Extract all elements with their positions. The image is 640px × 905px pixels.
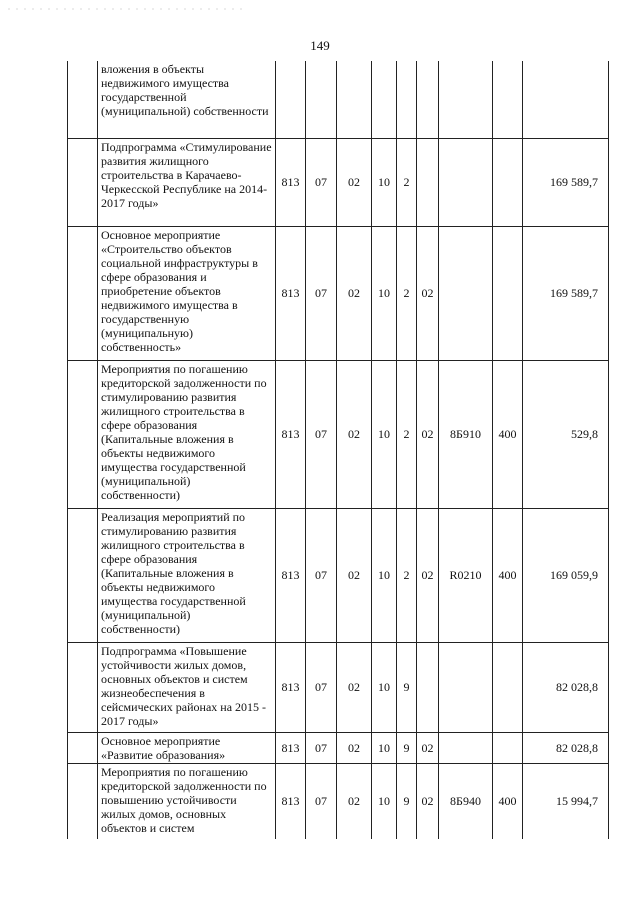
program-code: 10 (372, 226, 397, 360)
row-spacer-cell (68, 360, 98, 508)
direction-code (439, 138, 493, 226)
amount-value: 169 589,7 (523, 226, 609, 360)
subprogram-code: 2 (397, 360, 417, 508)
section-code: 07 (306, 138, 337, 226)
budget-table (67, 61, 609, 839)
subsection-code: 02 (337, 226, 372, 360)
table-row (68, 360, 609, 508)
program-code: 10 (372, 138, 397, 226)
subprogram-code: 2 (397, 138, 417, 226)
event-code: 02 (417, 508, 439, 642)
subprogram-code: 9 (397, 642, 417, 732)
subsection-code: 02 (337, 642, 372, 732)
amount-value: 169 589,7 (523, 138, 609, 226)
subsection-code: 02 (337, 360, 372, 508)
table-row (68, 642, 609, 732)
amount-value: 15 994,7 (523, 763, 609, 839)
expense-type-code: 400 (493, 360, 523, 508)
section-code (306, 61, 337, 138)
section-code: 07 (306, 226, 337, 360)
row-name: Подпрограмма «Стимулирование развития жилищного строительства в Карачаево-Черкесской Республике на 2014-2017 годы» (98, 138, 276, 226)
ministry-code (276, 61, 306, 138)
section-code: 07 (306, 763, 337, 839)
expense-type-code: 400 (493, 508, 523, 642)
event-code (417, 642, 439, 732)
scan-artifact (8, 6, 248, 12)
row-name: Подпрограмма «Повышение устойчивости жилых домов, основных объектов и систем жизнеобеспечения в сейсмических районах на 2015 - 2017 годы» (98, 642, 276, 732)
section-code: 07 (306, 508, 337, 642)
table-row (68, 763, 609, 839)
subsection-code: 02 (337, 732, 372, 763)
ministry-code: 813 (276, 360, 306, 508)
direction-code: 8Б910 (439, 360, 493, 508)
subprogram-code: 2 (397, 226, 417, 360)
amount-value: 82 028,8 (523, 732, 609, 763)
event-code (417, 138, 439, 226)
row-name: Основное мероприятие «Строительство объектов социальной инфраструктуры в сфере образования и приобретение объектов недвижимого имущества в государственную (муниципальную) собственность» (98, 226, 276, 360)
subsection-code (337, 61, 372, 138)
direction-code (439, 732, 493, 763)
program-code (372, 61, 397, 138)
program-code: 10 (372, 763, 397, 839)
subsection-code: 02 (337, 138, 372, 226)
direction-code (439, 642, 493, 732)
direction-code (439, 61, 493, 138)
ministry-code: 813 (276, 732, 306, 763)
ministry-code: 813 (276, 226, 306, 360)
table-row (68, 732, 609, 763)
direction-code: 8Б940 (439, 763, 493, 839)
section-code: 07 (306, 360, 337, 508)
table-row (68, 61, 609, 138)
subsection-code: 02 (337, 508, 372, 642)
row-spacer-cell (68, 138, 98, 226)
table-row (68, 508, 609, 642)
program-code: 10 (372, 642, 397, 732)
page-number: 149 (310, 38, 330, 53)
section-code: 07 (306, 732, 337, 763)
amount-value (523, 61, 609, 138)
event-code: 02 (417, 360, 439, 508)
section-code: 07 (306, 642, 337, 732)
event-code (417, 61, 439, 138)
event-code: 02 (417, 226, 439, 360)
subprogram-code: 9 (397, 732, 417, 763)
expense-type-code (493, 642, 523, 732)
row-spacer-cell (68, 642, 98, 732)
row-spacer-cell (68, 732, 98, 763)
amount-value: 82 028,8 (523, 642, 609, 732)
direction-code (439, 226, 493, 360)
event-code: 02 (417, 763, 439, 839)
program-code: 10 (372, 732, 397, 763)
row-name: Мероприятия по погашению кредиторской задолженности по повышению устойчивости жилых домов, основных объектов и систем (98, 763, 276, 839)
ministry-code: 813 (276, 763, 306, 839)
row-spacer-cell (68, 508, 98, 642)
expense-type-code (493, 226, 523, 360)
ministry-code: 813 (276, 508, 306, 642)
direction-code: R0210 (439, 508, 493, 642)
table-row (68, 138, 609, 226)
subsection-code: 02 (337, 763, 372, 839)
subprogram-code: 2 (397, 508, 417, 642)
expense-type-code (493, 138, 523, 226)
program-code: 10 (372, 508, 397, 642)
row-spacer-cell (68, 763, 98, 839)
amount-value: 529,8 (523, 360, 609, 508)
expense-type-code: 400 (493, 763, 523, 839)
row-name: Основное мероприятие «Развитие образования» (98, 732, 276, 763)
row-spacer-cell (68, 226, 98, 360)
row-name: вложения в объекты недвижимого имущества государственной (муниципальной) собственности (98, 61, 276, 138)
row-name: Реализация мероприятий по стимулированию развития жилищного строительства в сфере образования (Капитальные вложения в объекты недвижимого имущества государственной (муниципальной) собственности) (98, 508, 276, 642)
event-code: 02 (417, 732, 439, 763)
amount-value: 169 059,9 (523, 508, 609, 642)
table-row (68, 226, 609, 360)
row-spacer-cell (68, 61, 98, 138)
program-code: 10 (372, 360, 397, 508)
ministry-code: 813 (276, 138, 306, 226)
subprogram-code: 9 (397, 763, 417, 839)
row-name: Мероприятия по погашению кредиторской задолженности по стимулированию развития жилищного строительства в сфере образования (Капитальные вложения в объекты недвижимого имущества государственной (муниципальной) собственности) (98, 360, 276, 508)
subprogram-code (397, 61, 417, 138)
expense-type-code (493, 61, 523, 138)
ministry-code: 813 (276, 642, 306, 732)
expense-type-code (493, 732, 523, 763)
